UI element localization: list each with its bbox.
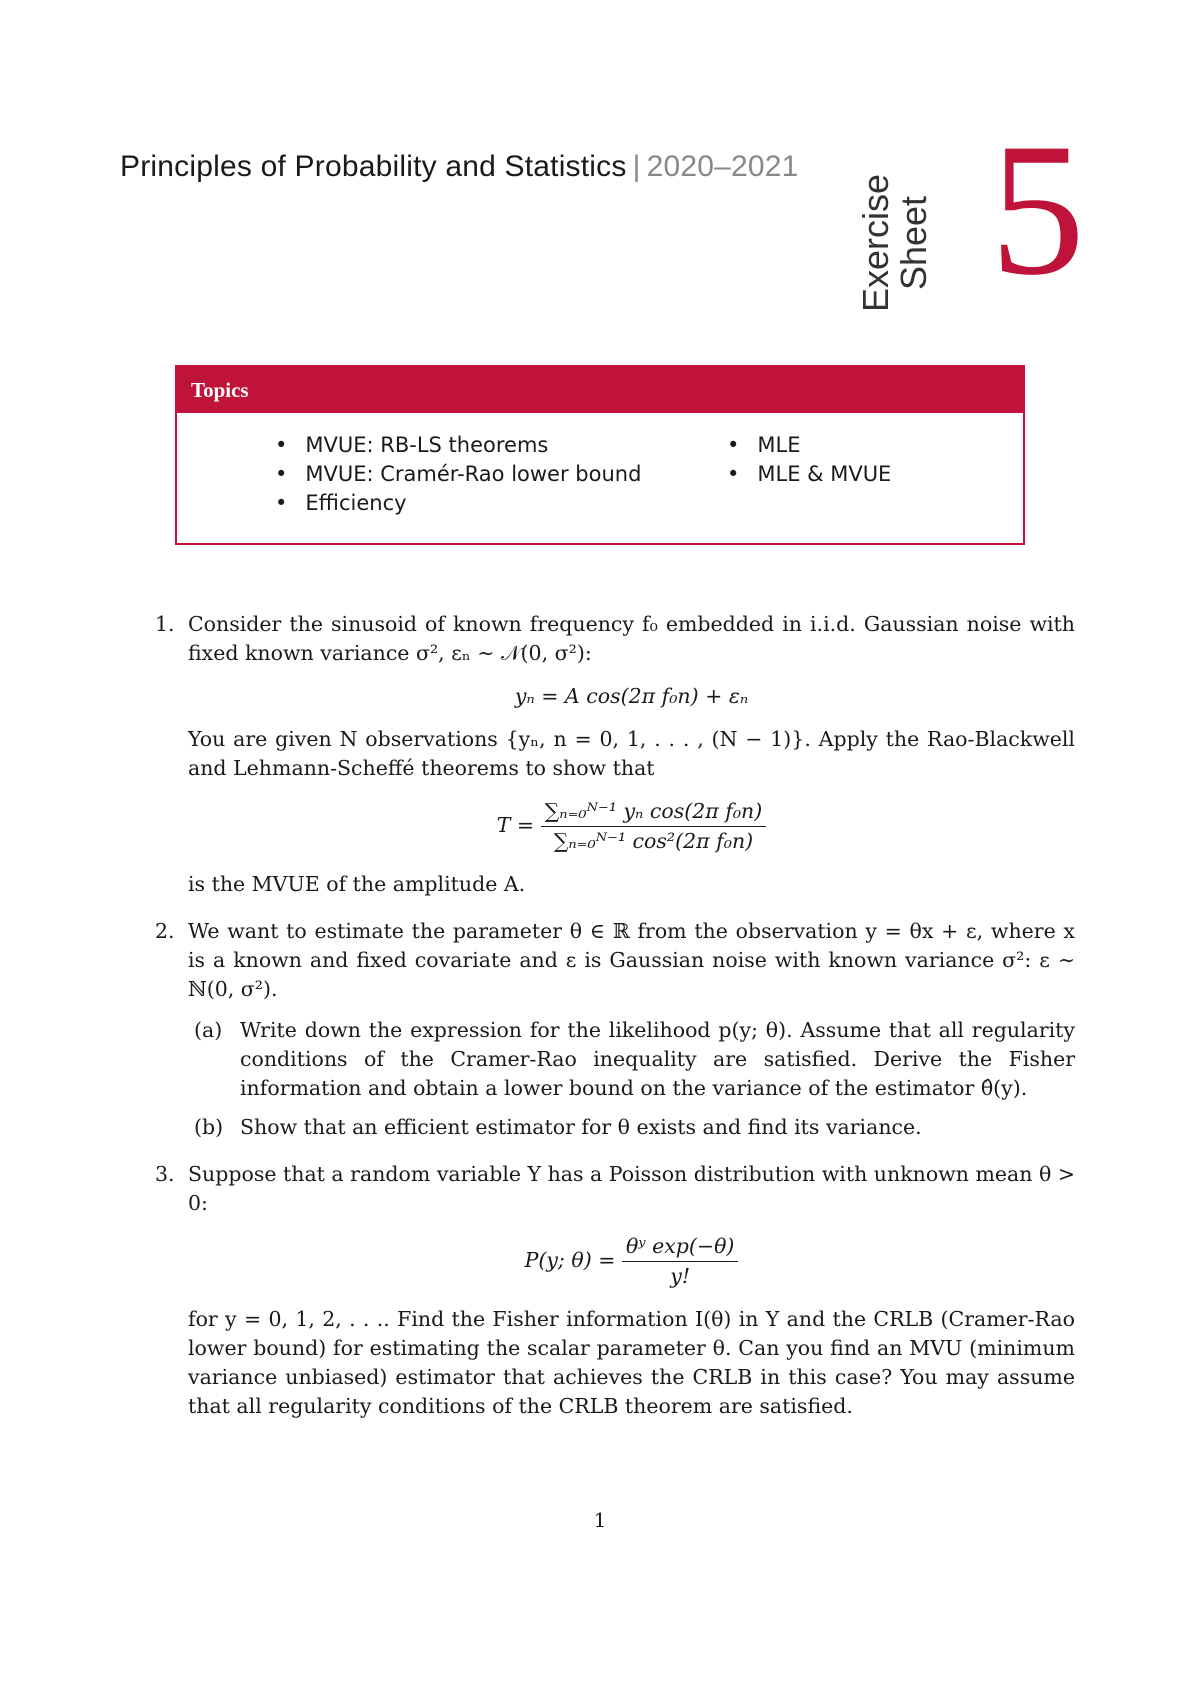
academic-year: 2020–2021 [646, 150, 799, 183]
subpart-b [188, 1113, 1075, 1142]
topics-list-left [275, 431, 641, 518]
sheet-number: 5 [990, 105, 1085, 315]
problem-1 [155, 610, 1075, 899]
problem-text: for y = 0, 1, 2, . . .. Find the Fisher information I(θ) in Y and the CRLB (Cramer-Rao lower bound) for estimating the scalar parameter θ. Can you find an MVU (minimum variance unbiased) estimator that achieves the CRLB in this case? You may assume that all regularity conditions of the CRLB theorem are satisfied. [188, 1307, 1075, 1418]
problem-number: 3. [155, 1162, 175, 1186]
problem-number: 2. [155, 919, 175, 943]
equation: yₙ = A cos(2π f₀n) + εₙ [514, 684, 749, 708]
exercise-word: Exercise [855, 173, 896, 313]
course-name: Principles of Probability and Statistics [120, 150, 627, 183]
problem-number: 1. [155, 612, 175, 636]
title-separator: | [632, 150, 641, 183]
fraction-numerator: ∑ₙ₌₀ᴺ⁻¹ yₙ cos(2π f₀n) [541, 797, 767, 827]
fraction [622, 1232, 738, 1291]
equation-lhs: T = [496, 813, 535, 837]
subpart-text: Write down the expression for the likelihood p(y; θ). Assume that all regularity conditions of the Cramer-Rao inequality are satisfied. Derive the Fisher information and obtain a lower bound on the variance of the estimator θ̂(y). [240, 1018, 1075, 1100]
topic-item: • MVUE: Cramér-Rao lower bound [275, 460, 641, 489]
fraction-numerator: θʸ exp(−θ) [622, 1232, 738, 1262]
page-number: 1 [593, 1508, 607, 1532]
subpart-a [188, 1016, 1075, 1103]
topics-box [175, 365, 1025, 545]
subpart-label: (b) [194, 1115, 224, 1139]
topic-item: • MLE & MVUE [727, 460, 891, 489]
fraction [541, 797, 767, 856]
fraction-denominator: ∑ₙ₌₀ᴺ⁻¹ cos²(2π f₀n) [553, 829, 754, 853]
fraction-denominator: y! [670, 1264, 691, 1288]
problem-text: Consider the sinusoid of known frequency f₀ embedded in i.i.d. Gaussian noise with fixed known variance σ², εₙ ∼ 𝒩(0, σ²): [188, 612, 1075, 665]
subpart-text: Show that an efficient estimator for θ exists and find its variance. [240, 1115, 922, 1139]
equation-lhs: P(y; θ) = [524, 1248, 616, 1272]
problem-text: We want to estimate the parameter θ ∈ ℝ from the observation y = θx + ε, where x is a known and fixed covariate and ε is Gaussian noise with known variance σ²: ε ∼ ℕ(0, σ²). [188, 919, 1075, 1001]
problem-list [155, 610, 1075, 1439]
topic-item: • Efficiency [275, 489, 641, 518]
problem-text: is the MVUE of the amplitude A. [188, 872, 526, 896]
topics-list-right [727, 431, 891, 489]
equation-fraction [188, 1232, 1075, 1291]
sheet-word: Sheet [893, 195, 934, 291]
topics-heading: Topics [177, 367, 1023, 413]
equation-fraction [188, 797, 1075, 856]
course-title [120, 150, 799, 184]
subparts [188, 1016, 1075, 1142]
topic-item: • MLE [727, 431, 891, 460]
subpart-label: (a) [194, 1018, 223, 1042]
problem-3 [155, 1160, 1075, 1421]
problem-text: Suppose that a random variable Y has a Poisson distribution with unknown mean θ > 0: [188, 1162, 1075, 1215]
problem-text: You are given N observations {yₙ, n = 0, 1, . . . , (N − 1)}. Apply the Rao-Blackwell and Lehmann-Scheffé theorems to show that [188, 727, 1075, 780]
problem-2 [155, 917, 1075, 1142]
topic-item: • MVUE: RB-LS theorems [275, 431, 641, 460]
sheet-label-vertical [857, 168, 933, 318]
